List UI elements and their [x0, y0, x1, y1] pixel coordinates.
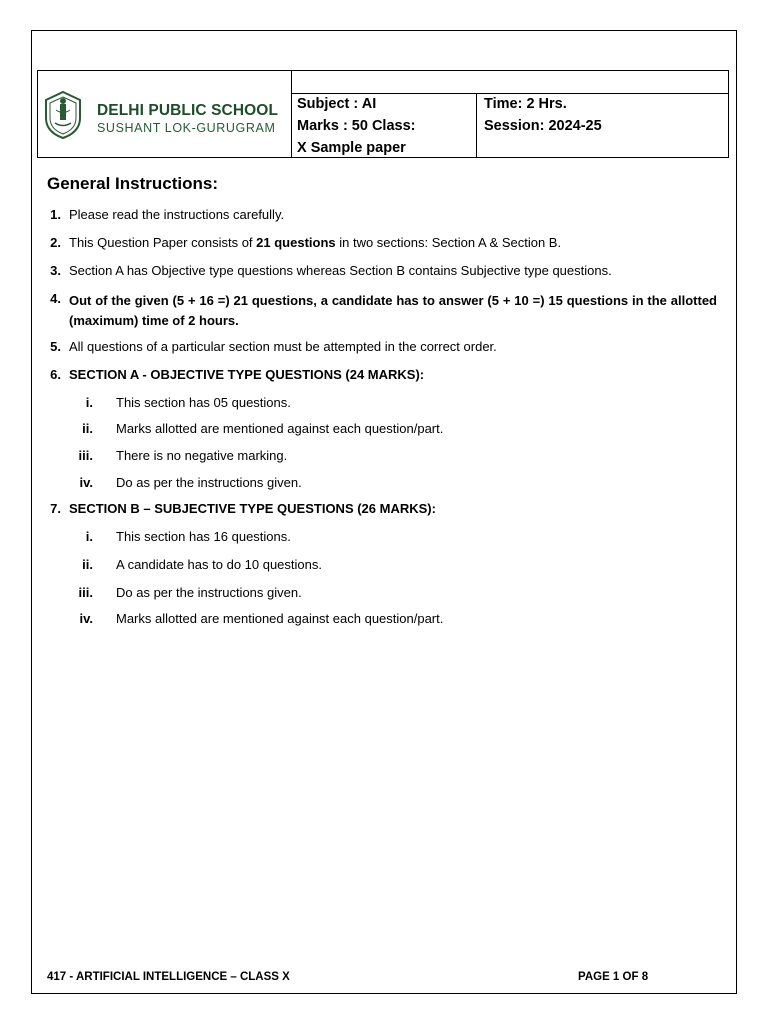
item-text: [69, 235, 561, 250]
subject-label: Subject : AI: [297, 96, 377, 112]
item-text-part: in two sections: Section A & Section B.: [335, 235, 562, 250]
sub-item-number: i.: [85, 529, 93, 544]
item-number: 3.: [50, 263, 61, 278]
session-label: Session: 2024-25: [484, 118, 602, 134]
footer-course-label: 417 - ARTIFICIAL INTELLIGENCE – CLASS X: [47, 971, 290, 983]
sub-item-number: iv.: [79, 611, 93, 626]
item-text-part: This Question Paper consists of: [69, 235, 257, 250]
item-text: Out of the given (5 + 16 =) 21 questions, a candidate has to answer (5 + 10 =) 15 questions in the allotted (maximum) time of 2 hours.: [69, 293, 717, 328]
item-number: 4.: [50, 291, 61, 306]
school-logo-cell: [38, 71, 292, 157]
school-branch: SUSHANT LOK-GURUGRAM: [97, 121, 276, 135]
item-text: Section A has Objective type questions whereas Section B contains Subjective type questions.: [69, 263, 612, 278]
item-number: 6.: [50, 367, 61, 382]
header-table: [37, 70, 729, 158]
instructions-title: General Instructions:: [47, 174, 218, 193]
item-number: 5.: [50, 339, 61, 354]
sub-item-text: This section has 05 questions.: [116, 395, 291, 410]
sub-item-text: This section has 16 questions.: [116, 529, 291, 544]
section-a-heading: SECTION A - OBJECTIVE TYPE QUESTIONS (24 MARKS):: [69, 367, 425, 382]
footer-page-number: PAGE 1 OF 8: [578, 971, 649, 983]
sub-item-number: iii.: [78, 585, 93, 600]
sub-item-number: ii.: [82, 557, 93, 572]
header-top-strip: [291, 71, 728, 94]
sub-item-text: There is no negative marking.: [116, 448, 288, 463]
school-name: DELHI PUBLIC SCHOOL: [97, 102, 279, 119]
item-number: 7.: [50, 501, 61, 516]
sub-item-text: A candidate has to do 10 questions.: [116, 557, 322, 572]
item-text: All questions of a particular section must be attempted in the correct order.: [69, 339, 497, 354]
section-b-heading: SECTION B – SUBJECTIVE TYPE QUESTIONS (26 MARKS):: [69, 501, 436, 516]
sub-item-number: iii.: [78, 448, 93, 463]
item-number: 1.: [50, 207, 61, 222]
school-emblem-icon: [43, 90, 83, 140]
sample-paper-label: X Sample paper: [297, 140, 406, 156]
sub-item-number: ii.: [82, 421, 93, 436]
subject-cell: [291, 93, 477, 157]
sub-item-text: Do as per the instructions given.: [116, 585, 302, 600]
sub-item-number: iv.: [79, 475, 93, 490]
sub-item-number: i.: [85, 395, 93, 410]
item-number: 2.: [50, 235, 61, 250]
item-text: Please read the instructions carefully.: [69, 207, 285, 222]
time-label: Time: 2 Hrs.: [484, 96, 567, 112]
item-text-bold: 21 questions: [256, 235, 336, 250]
sub-item-text: Do as per the instructions given.: [116, 475, 302, 490]
time-cell: [477, 93, 728, 157]
sub-item-text: Marks allotted are mentioned against each question/part.: [116, 611, 444, 626]
marks-class-label: Marks : 50 Class:: [297, 118, 416, 134]
sub-item-text: Marks allotted are mentioned against each question/part.: [116, 421, 444, 436]
